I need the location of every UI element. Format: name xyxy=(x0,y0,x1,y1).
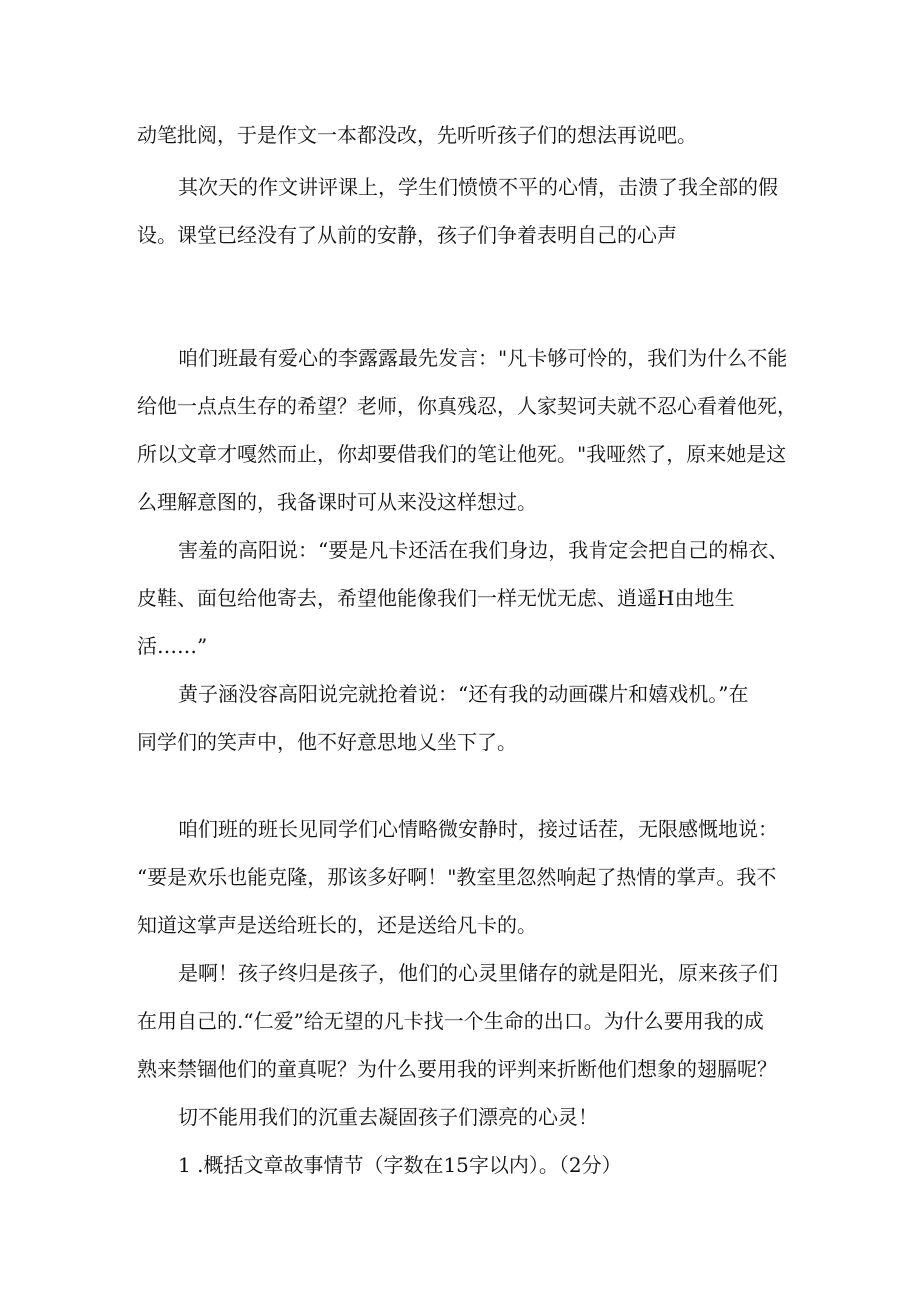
p6-line-3: 知道这掌声是送给班长的，还是送给凡卡的。 xyxy=(137,913,537,937)
p5-line-2: 同学们的笑声中，他不好意思地乂坐下了。 xyxy=(137,730,517,754)
p3-line-3: 所以文章才嘎然而止，你却要借我们的笔让他死。"我哑然了，原来她是这 xyxy=(137,442,787,466)
p5-line-1: 黄子涵没容高阳说完就抢着说：“还有我的动画碟片和嬉戏机。”在 xyxy=(178,682,749,706)
p3-line-2: 给他一点点生存的希望？老师，你真残忍，人家契诃夫就不忍心看着他死， xyxy=(137,394,797,418)
p8-line-1: 切不能用我们的沉重去凝固孩子们漂亮的心灵！ xyxy=(178,1105,598,1129)
p4-line-3: 活……” xyxy=(137,634,208,658)
p6-line-2: “要是欢乐也能克隆，那该多好啊！"教室里忽然响起了热情的掌声。我不 xyxy=(137,865,777,889)
p2-line-1: 其次天的作文讲评课上，学生们愤愤不平的心情，击溃了我全部的假 xyxy=(178,175,778,199)
p4-line-1: 害羞的高阳说：“要是凡卡还活在我们身边，我肯定会把自己的棉衣、 xyxy=(178,538,789,562)
p1-line-1: 动笔批阅，于是作文一本都没改，先听听孩子们的想法再说吧。 xyxy=(137,123,697,147)
p7-line-2: 在用自己的.“仁爱”给无望的凡卡找一个生命的出口。为什么要用我的成 xyxy=(137,1009,764,1033)
p3-line-4: 么理解意图的，我备课时可从来没这样想过。 xyxy=(137,490,537,514)
p7-line-1: 是啊！孩子终归是孩子，他们的心灵里储存的就是阳光，原来孩子们 xyxy=(178,961,778,985)
p6-line-1: 咱们班的班长见同学们心情略微安静时，接过话茬，无限感慨地说： xyxy=(178,817,778,841)
question-1: 1 .概括文章故事情节（字数在15字以内）。（2分） xyxy=(178,1153,622,1177)
p2-line-2: 设。课堂已经没有了从前的安静，孩子们争着表明自己的心声 xyxy=(137,223,677,247)
p7-line-3: 熟来禁锢他们的童真呢？为什么要用我的评判来折断他们想象的翅膈呢？ xyxy=(137,1057,777,1081)
p3-line-1: 咱们班最有爱心的李露露最先发言："凡卡够可怜的，我们为什么不能 xyxy=(178,346,788,370)
p4-line-2: 皮鞋、面包给他寄去，希望他能像我们一样无忧无虑、逍遥H由地生 xyxy=(137,586,735,610)
